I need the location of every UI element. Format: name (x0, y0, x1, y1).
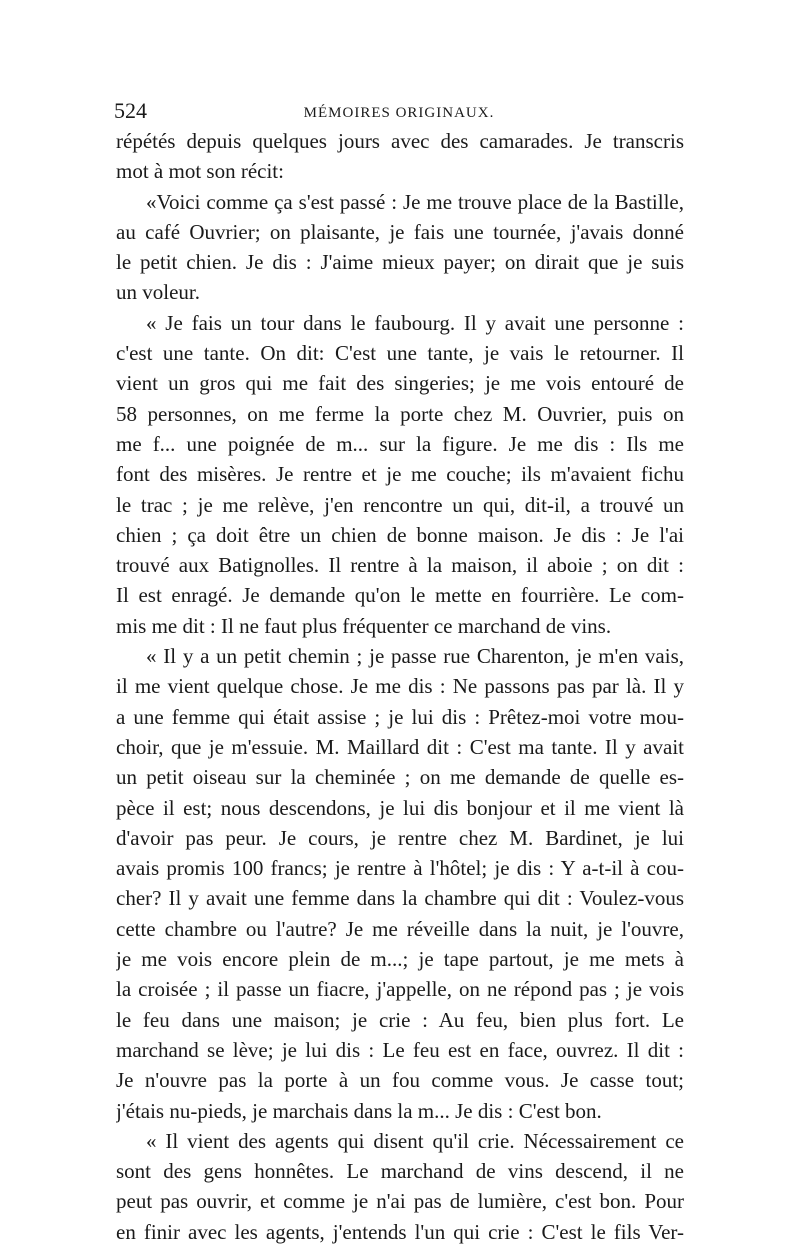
body-text (116, 126, 684, 1247)
text-line: c'est une tante. On dit: C'est une tante, je vais le retourner. Il (116, 341, 684, 366)
text-line: cette chambre ou l'autre? Je me réveille dans la nuit, je l'ouvre, (116, 916, 684, 941)
text-line: j'étais nu-pieds, je marchais dans la m... Je dis : C'est bon. (116, 1098, 602, 1123)
text-line: le petit chien. Je dis : J'aime mieux payer; on dirait que je suis (116, 250, 684, 275)
text-line: «Voici comme ça s'est passé : Je me trouve place de la Bastille, (146, 189, 684, 214)
text-line: mot à mot son récit: (116, 159, 284, 184)
text-line: répétés depuis quelques jours avec des camarades. Je transcris (116, 129, 684, 153)
text-line: cher? Il y avait une femme dans la chambre qui dit : Voulez-vous (116, 886, 684, 911)
text-line: je me vois encore plein de m...; je tape partout, je me mets à (116, 947, 684, 972)
text-line: pèce il est; nous descendons, je lui dis bonjour et il me vient là (116, 795, 684, 820)
text-line: vient un gros qui me fait des singeries; je me vois entouré de (116, 371, 684, 396)
text-line: un petit oiseau sur la cheminée ; on me demande de quelle es- (116, 765, 684, 790)
text-line: en finir avec les agents, j'entends l'un qui crie : C'est le fils Ver- (116, 1219, 684, 1244)
text-line: au café Ouvrier; on plaisante, je fais une tournée, j'avais donné (116, 219, 684, 244)
text-line: mis me dit : Il ne faut plus fréquenter ce marchand de vins. (116, 613, 612, 638)
running-title: MÉMOIRES ORIGINAUX. (303, 105, 495, 121)
text-line: Il est enragé. Je demande qu'on le mette en fourrière. Le com- (116, 583, 684, 608)
text-line: a une femme qui était assise ; je lui dis : Prêtez-moi votre mou- (116, 704, 684, 729)
text-line: marchand se lève; je lui dis : Le feu est en face, ouvrez. Il dit : (116, 1037, 684, 1062)
paragraph (116, 126, 684, 187)
text-line: avais promis 100 francs; je rentre à l'hôtel; je dis : Y a-t-il à cou- (116, 856, 684, 881)
text-line: trouvé aux Batignolles. Il rentre à la maison, il aboie ; on dit : (116, 553, 684, 578)
paragraph (116, 1126, 684, 1247)
text-line: 58 personnes, on me ferme la porte chez M. Ouvrier, puis on (116, 401, 684, 426)
text-line: le feu dans une maison; je crie : Au feu, bien plus fort. Le (116, 1007, 684, 1032)
text-line: sont des gens honnêtes. Le marchand de vins descend, il ne (116, 1159, 684, 1184)
text-line: d'avoir pas peur. Je cours, je rentre chez M. Bardinet, je lui (116, 825, 684, 850)
page-number: 524 (114, 98, 147, 123)
paragraph (116, 308, 684, 641)
text-line: peut pas ouvrir, et comme je n'ai pas de lumière, c'est bon. Pour (116, 1189, 684, 1214)
text-line: chien ; ça doit être un chien de bonne maison. Je dis : Je l'ai (116, 522, 684, 547)
paragraph (116, 641, 684, 1126)
text-line: Je n'ouvre pas la porte à un fou comme vous. Je casse tout; (116, 1068, 684, 1093)
text-line: la croisée ; il passe un fiacre, j'appelle, on ne répond pas ; je vois (116, 977, 684, 1002)
text-line: un voleur. (116, 280, 200, 305)
text-line: le trac ; je me relève, j'en rencontre un qui, dit-il, a trouvé un (116, 492, 684, 517)
running-head (114, 96, 684, 126)
text-line: « Il y a un petit chemin ; je passe rue Charenton, je m'en vais, (146, 644, 684, 669)
text-line: me f... une poignée de m... sur la figure. Je me dis : Ils me (116, 431, 684, 456)
text-line: « Je fais un tour dans le faubourg. Il y avait une personne : (146, 310, 684, 335)
text-line: choir, que je m'essuie. M. Maillard dit : C'est ma tante. Il y avait (116, 734, 684, 759)
text-line: font des misères. Je rentre et je me couche; ils m'avaient fichu (116, 462, 684, 487)
text-line: il me vient quelque chose. Je me dis : Ne passons pas par là. Il y (116, 674, 684, 699)
text-line: « Il vient des agents qui disent qu'il crie. Nécessairement ce (146, 1128, 684, 1153)
paragraph (116, 187, 684, 308)
